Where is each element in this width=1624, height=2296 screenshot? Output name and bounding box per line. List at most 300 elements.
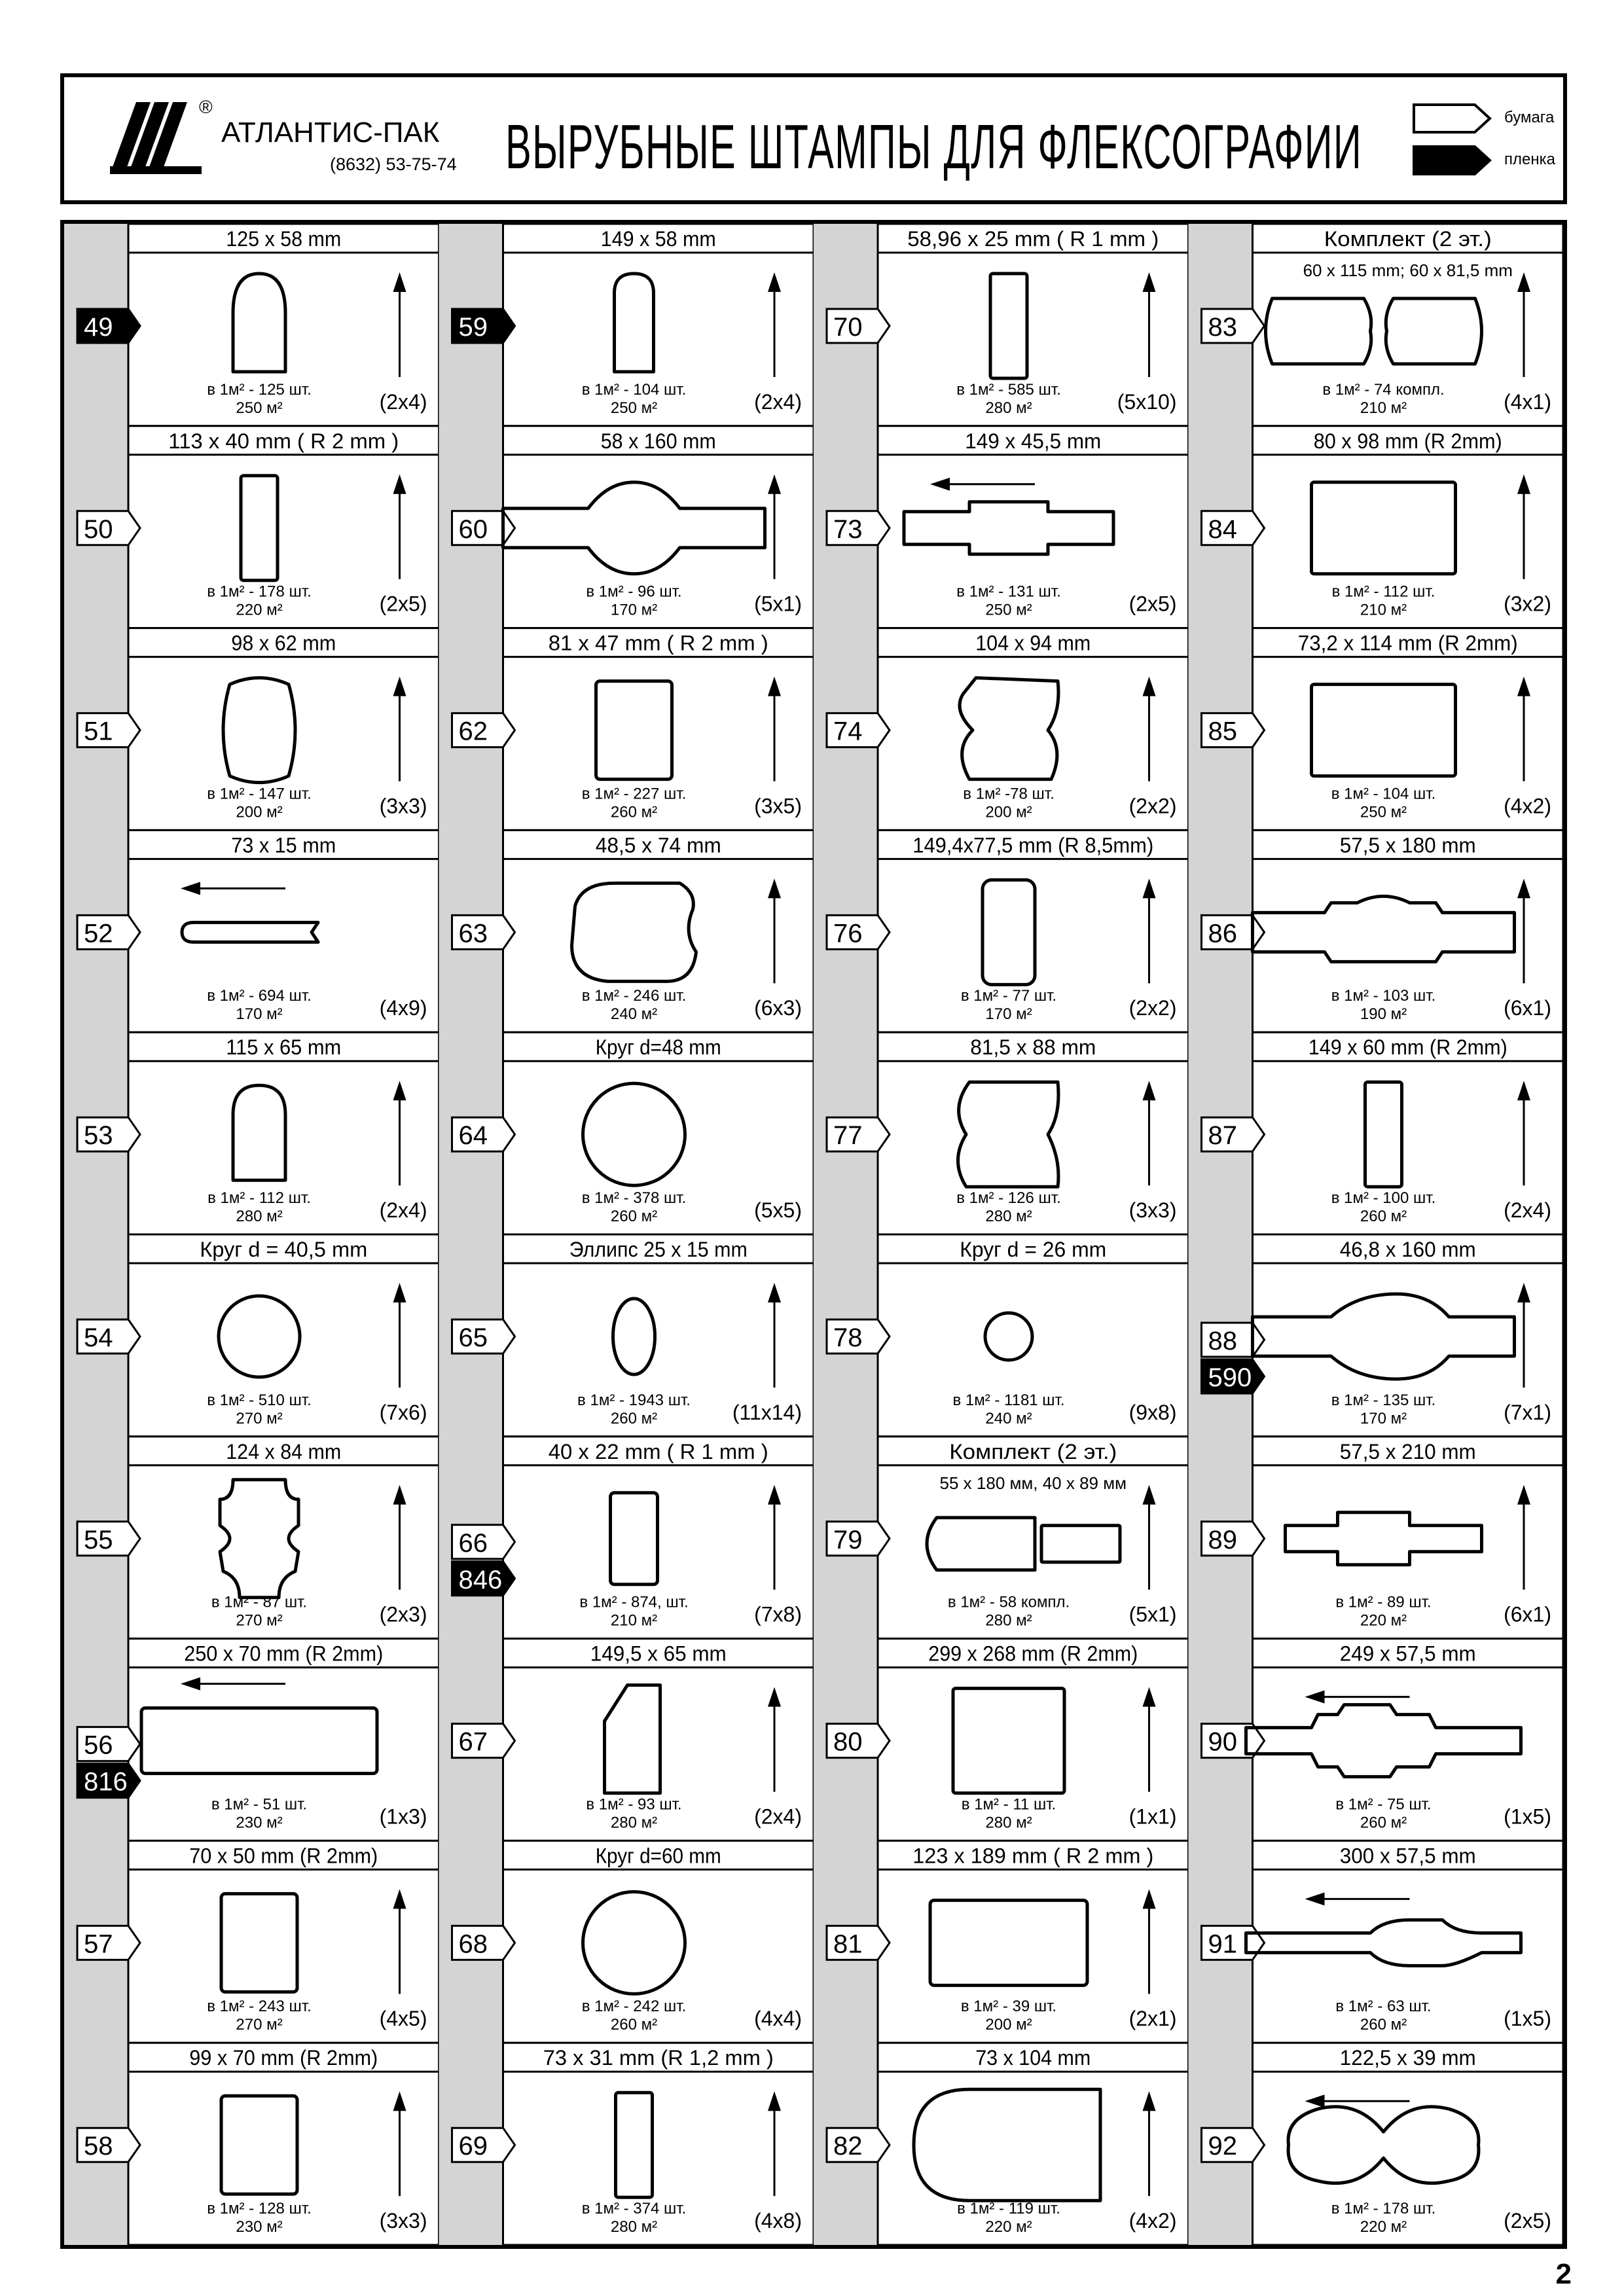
die-number-tag: [827, 1319, 890, 1354]
die-layout: (3x3): [1128, 1198, 1177, 1222]
die-card: [814, 2043, 1189, 2245]
die-area: 250 м²: [610, 399, 658, 417]
die-area: 210 м²: [1360, 399, 1407, 417]
die-number-tag-label: 51: [84, 717, 113, 746]
die-quantity: в 1м² -78 шт.: [963, 785, 1055, 803]
die-layout: (3x2): [1504, 592, 1551, 616]
die-sub-size: 55 x 180 мм, 40 x 89 мм: [939, 1473, 1127, 1493]
die-size: 73 x 15 mm: [231, 833, 336, 857]
die-card: [439, 830, 814, 1032]
die-number-tag-label: 74: [833, 717, 863, 746]
die-card: [1189, 1639, 1564, 1841]
die-size: 124 x 84 mm: [226, 1439, 342, 1463]
die-number-tag: [452, 1525, 515, 1559]
die-quantity: в 1м² - 77 шт.: [960, 987, 1057, 1005]
die-layout: (7x6): [379, 1400, 427, 1424]
material-legend: [1413, 102, 1557, 181]
die-size: 122,5 x 39 mm: [1339, 2046, 1476, 2070]
die-size: Круг d=60 mm: [595, 1844, 721, 1868]
die-layout: (5x10): [1117, 389, 1177, 414]
die-area: 280 м²: [610, 1814, 658, 1832]
die-number-tag-label: 59: [458, 313, 488, 342]
die-number-tag-label: 70: [833, 313, 863, 342]
die-quantity: в 1м² - 378 шт.: [581, 1189, 687, 1207]
die-number-tag: [77, 915, 140, 949]
die-number-tag-label: 88: [1208, 1327, 1237, 1355]
die-quantity: в 1м² - 131 шт.: [956, 583, 1061, 601]
die-number-tag: [77, 511, 140, 545]
die-card: [64, 1234, 439, 1437]
die-layout: (1x1): [1128, 1804, 1177, 1829]
die-area: 230 м²: [236, 2218, 283, 2236]
legend-paper-tag-icon: [1414, 105, 1490, 132]
die-card: [814, 1639, 1189, 1841]
die-card: [64, 1437, 439, 1639]
die-layout: (3x3): [379, 794, 427, 818]
die-number-tag: [827, 511, 890, 545]
die-layout: (2x4): [379, 1198, 427, 1222]
die-area: 280 м²: [236, 1208, 283, 1225]
die-area: 210 м²: [1360, 601, 1407, 619]
page-header: [60, 73, 1567, 204]
die-number-tag-label: 55: [84, 1525, 113, 1554]
die-number-tag-label: 64: [458, 1121, 488, 1151]
die-number-tag: [1202, 1926, 1265, 1960]
die-card: [64, 628, 439, 831]
die-number-tag-label: 65: [458, 1323, 488, 1352]
die-layout: (9x8): [1128, 1400, 1177, 1424]
die-area: 260 м²: [610, 803, 658, 821]
die-number-tag-label: 73: [833, 514, 863, 544]
die-quantity: в 1м² - 125 шт.: [207, 380, 312, 399]
die-area: 170 м²: [1360, 1409, 1407, 1427]
die-card: [814, 1032, 1189, 1234]
die-card: [1189, 426, 1564, 628]
die-area: 260 м²: [610, 2016, 658, 2034]
die-number-tag: [1202, 1117, 1265, 1151]
die-quantity: в 1м² - 119 шт.: [957, 2200, 1060, 2217]
die-area: 260 м²: [610, 1409, 658, 1427]
die-number-tag-label: 79: [833, 1525, 863, 1554]
die-area: 240 м²: [610, 1005, 658, 1024]
die-alt-number-tag-label: 590: [1208, 1363, 1252, 1392]
die-size: 48,5 x 74 mm: [595, 833, 721, 857]
die-card: [1189, 224, 1564, 426]
die-size: 149 x 58 mm: [600, 227, 716, 251]
die-card: [1189, 1437, 1564, 1639]
die-card: [439, 224, 814, 426]
brand-name: АТЛАНТИС-ПАК: [221, 117, 440, 149]
die-size: 98 x 62 mm: [231, 631, 336, 655]
die-quantity: в 1м² - 178 шт.: [1331, 2200, 1436, 2217]
die-layout: (4x8): [754, 2209, 802, 2233]
die-number-tag-label: 66: [458, 1528, 488, 1558]
die-number-tag-label: 76: [833, 919, 863, 948]
die-quantity: в 1м² - 74 компл.: [1322, 380, 1445, 399]
die-quantity: в 1м² - 1181 шт.: [952, 1391, 1065, 1409]
die-card: [814, 830, 1189, 1032]
die-number-tag: [1202, 1522, 1265, 1556]
die-layout: (2x4): [379, 389, 427, 414]
die-layout: (2x1): [1128, 2007, 1177, 2031]
die-catalog-grid: [60, 220, 1567, 2249]
die-number-tag-label: 57: [84, 1929, 113, 1959]
registered-mark: ®: [199, 97, 213, 117]
die-number-tag-label: 85: [1208, 717, 1237, 746]
die-number-tag-label: 49: [84, 313, 113, 342]
legend-paper-label: бумага: [1504, 109, 1555, 126]
die-layout: (4x1): [1504, 389, 1551, 414]
die-area: 250 м²: [236, 399, 283, 417]
die-size: 115 x 65 mm: [226, 1035, 342, 1060]
die-size: 80 x 98 mm (R 2mm): [1313, 429, 1502, 453]
die-size: 149 x 45,5 mm: [965, 429, 1102, 453]
die-area: 190 м²: [1360, 1005, 1407, 1024]
die-number-tag: [77, 1926, 140, 1960]
die-card: [439, 1840, 814, 2043]
die-sub-size: 60 x 115 mm; 60 x 81,5 mm: [1303, 260, 1513, 280]
die-area: 260 м²: [1360, 1814, 1407, 1832]
die-quantity: в 1м² - 63 шт.: [1335, 1998, 1432, 2016]
die-number-tag-label: 86: [1208, 919, 1237, 948]
die-size: 299 x 268 mm (R 2mm): [928, 1641, 1138, 1666]
die-size: 104 x 94 mm: [975, 631, 1091, 655]
die-quantity: в 1м² - 227 шт.: [581, 785, 687, 803]
die-quantity: в 1м² - 874, шт.: [579, 1593, 689, 1611]
die-quantity: в 1м² - 374 шт.: [581, 2200, 687, 2217]
die-size: 300 x 57,5 mm: [1339, 1844, 1476, 1868]
die-area: 260 м²: [1360, 1208, 1407, 1225]
die-layout: (1x3): [379, 1804, 427, 1829]
die-card: [439, 2043, 814, 2245]
die-size: Круг d = 26 mm: [960, 1238, 1107, 1261]
die-size: 57,5 x 210 mm: [1339, 1439, 1476, 1463]
die-card: [64, 1639, 439, 1841]
die-layout: (2x4): [754, 1804, 802, 1829]
page-title: ВЫРУБНЫЕ ШТАМПЫ ДЛЯ ФЛЕКСОГРАФИИ: [505, 112, 1362, 182]
die-quantity: в 1м² - 126 шт.: [956, 1189, 1061, 1207]
die-size: 58,96 x 25 mm ( R 1 mm ): [907, 227, 1159, 251]
die-card: [64, 224, 439, 426]
die-number-tag: [452, 2128, 515, 2162]
die-number-tag-label: 63: [458, 919, 488, 948]
die-quantity: в 1м² - 1943 шт.: [577, 1391, 691, 1409]
die-number-tag: [452, 1319, 515, 1354]
die-number-tag-label: 52: [84, 919, 113, 948]
die-area: 260 м²: [610, 1208, 658, 1225]
die-area: 280 м²: [985, 1814, 1032, 1832]
die-card: [1189, 1032, 1564, 1234]
die-card: [64, 1840, 439, 2043]
die-number-tag: [1202, 511, 1265, 545]
die-card: [439, 1234, 814, 1437]
die-number-tag-label: 68: [458, 1929, 488, 1959]
die-quantity: в 1м² - 100 шт.: [1331, 1189, 1436, 1207]
die-layout: (1x5): [1504, 2007, 1551, 2031]
die-quantity: в 1м² - 246 шт.: [581, 987, 687, 1005]
die-layout: (2x5): [1504, 2209, 1551, 2233]
die-quantity: в 1м² - 112 шт.: [208, 1189, 311, 1207]
die-layout: (7x1): [1504, 1400, 1551, 1424]
die-layout: (4x5): [379, 2007, 427, 2031]
die-card: [1189, 628, 1564, 831]
die-size: Круг d = 40,5 mm: [200, 1238, 368, 1261]
die-number-tag: [77, 1522, 140, 1556]
die-layout: (2x5): [379, 592, 427, 616]
die-number-tag-label: 81: [833, 1929, 863, 1959]
die-number-tag-label: 84: [1208, 514, 1237, 544]
die-size: 81,5 x 88 mm: [970, 1035, 1096, 1060]
die-number-tag: [1202, 1323, 1265, 1357]
die-number-tag-label: 58: [84, 2132, 113, 2161]
die-card: [1189, 830, 1564, 1032]
die-layout: (6x1): [1504, 1602, 1551, 1626]
die-number-tag: [77, 1727, 140, 1761]
die-size: 125 x 58 mm: [226, 227, 342, 251]
die-card: [1189, 1840, 1564, 2043]
die-card: [64, 830, 439, 1032]
die-number-tag: [452, 1724, 515, 1758]
die-number-tag: [827, 1724, 890, 1758]
page-number: 2: [1555, 2258, 1572, 2290]
die-number-tag-label: 50: [84, 514, 113, 544]
die-number-tag: [77, 713, 140, 747]
die-layout: (5x5): [754, 1198, 802, 1222]
die-quantity: в 1м² - 147 шт.: [207, 785, 312, 803]
die-size: 249 x 57,5 mm: [1339, 1641, 1476, 1666]
die-size: 46,8 x 160 mm: [1339, 1238, 1476, 1261]
die-card: [814, 1840, 1189, 2043]
die-layout: (2x3): [379, 1602, 427, 1626]
die-number-tag: [1202, 915, 1265, 949]
die-number-tag: [452, 1926, 515, 1960]
die-card: [814, 628, 1189, 831]
die-layout: (11x14): [732, 1400, 802, 1424]
catalog-svg: [64, 224, 1563, 2245]
die-size: 73,2 x 114 mm (R 2mm): [1297, 631, 1518, 655]
die-area: 230 м²: [236, 1814, 283, 1832]
die-area: 280 м²: [610, 2218, 658, 2236]
die-card: [814, 426, 1189, 628]
die-number-tag: [827, 713, 890, 747]
die-number-tag-label: 83: [1208, 313, 1237, 342]
die-area: 220 м²: [1360, 1611, 1407, 1630]
die-size: 70 x 50 mm (R 2mm): [189, 1844, 378, 1868]
die-area: 280 м²: [985, 1611, 1032, 1630]
die-quantity: в 1м² - 178 шт.: [207, 583, 312, 601]
die-layout: (2x4): [754, 389, 802, 414]
die-number-tag-label: 56: [84, 1731, 113, 1760]
die-quantity: в 1м² - 103 шт.: [1331, 987, 1436, 1005]
die-card: [439, 1437, 814, 1639]
die-layout: (4x2): [1504, 794, 1551, 818]
die-number-tag-label: 60: [458, 514, 488, 544]
die-size: 40 x 22 mm ( R 1 mm ): [548, 1439, 768, 1463]
die-number-tag-label: 80: [833, 1727, 863, 1757]
die-number-tag: [77, 1117, 140, 1151]
die-layout: (4x9): [379, 996, 427, 1020]
die-quantity: в 1м² - 87 шт.: [211, 1593, 308, 1611]
die-number-tag: [77, 2128, 140, 2162]
die-number-tag-label: 54: [84, 1323, 113, 1352]
die-number-tag-label: 82: [833, 2132, 863, 2161]
die-alt-number-tag: [452, 1562, 515, 1596]
die-layout: (2x4): [1504, 1198, 1551, 1222]
die-card: [439, 628, 814, 831]
die-number-tag-label: 91: [1208, 1929, 1237, 1959]
die-area: 250 м²: [985, 601, 1032, 619]
die-quantity: в 1м² - 128 шт.: [207, 2200, 312, 2217]
die-number-tag-label: 62: [458, 717, 488, 746]
die-alt-number-tag-label: 816: [84, 1767, 128, 1797]
die-quantity: в 1м² - 694 шт.: [207, 987, 312, 1005]
die-size: 149,4x77,5 mm (R 8,5mm): [912, 833, 1154, 857]
die-area: 200 м²: [985, 2016, 1032, 2034]
die-layout: (2x2): [1128, 794, 1177, 818]
die-number-tag: [77, 309, 140, 343]
die-size: 73 x 104 mm: [975, 2046, 1091, 2070]
die-quantity: в 1м² - 243 шт.: [207, 1998, 312, 2016]
die-number-tag: [452, 309, 515, 343]
die-number-tag-label: 53: [84, 1121, 113, 1151]
die-quantity: в 1м² - 135 шт.: [1331, 1391, 1436, 1409]
die-quantity: в 1м² - 51 шт.: [211, 1795, 308, 1814]
die-quantity: в 1м² - 96 шт.: [586, 583, 682, 601]
die-card: [814, 1234, 1189, 1437]
die-area: 280 м²: [985, 1208, 1032, 1225]
die-number-tag: [1202, 309, 1265, 343]
die-quantity: в 1м² - 104 шт.: [1331, 785, 1436, 803]
die-card: [439, 426, 814, 628]
die-size: 149 x 60 mm (R 2mm): [1308, 1035, 1507, 1060]
die-layout: (1x5): [1504, 1804, 1551, 1829]
die-alt-number-tag: [1202, 1359, 1265, 1393]
die-card: [814, 224, 1189, 426]
die-quantity: в 1м² - 104 шт.: [581, 380, 687, 399]
die-card: [439, 1032, 814, 1234]
die-area: 270 м²: [236, 1409, 283, 1427]
die-number-tag: [827, 1926, 890, 1960]
die-quantity: в 1м² - 585 шт.: [956, 380, 1061, 399]
die-number-tag-label: 78: [833, 1323, 863, 1352]
die-number-tag-label: 90: [1208, 1727, 1237, 1757]
die-layout: (4x2): [1128, 2209, 1177, 2233]
atlantis-pak-logo: [110, 102, 202, 174]
die-quantity: в 1м² - 112 шт.: [1331, 583, 1435, 601]
die-quantity: в 1м² - 93 шт.: [586, 1795, 682, 1814]
die-quantity: в 1м² - 11 шт.: [961, 1795, 1056, 1814]
die-number-tag: [827, 1117, 890, 1151]
die-quantity: в 1м² - 242 шт.: [581, 1998, 687, 2016]
die-layout: (3x5): [754, 794, 802, 818]
die-layout: (5x1): [754, 592, 802, 616]
die-alt-number-tag: [77, 1764, 140, 1798]
die-area: 170 м²: [236, 1005, 283, 1024]
die-card: [439, 1639, 814, 1841]
die-size: 99 x 70 mm (R 2mm): [189, 2046, 378, 2070]
die-layout: (3x3): [379, 2209, 427, 2233]
die-area: 220 м²: [1360, 2218, 1407, 2236]
die-layout: (5x1): [1128, 1602, 1177, 1626]
die-layout: (2x5): [1128, 592, 1177, 616]
die-area: 240 м²: [985, 1409, 1032, 1427]
die-number-tag: [1202, 713, 1265, 747]
die-quantity: в 1м² - 89 шт.: [1335, 1593, 1432, 1611]
die-area: 220 м²: [985, 2218, 1032, 2236]
die-alt-number-tag-label: 846: [458, 1565, 503, 1594]
die-number-tag: [452, 915, 515, 949]
die-card: [1189, 1234, 1564, 1437]
die-size: 73 x 31 mm (R 1,2 mm ): [543, 2046, 774, 2070]
die-quantity: в 1м² - 58 компл.: [947, 1593, 1070, 1611]
die-number-tag: [827, 309, 890, 343]
die-number-tag: [452, 1117, 515, 1151]
die-area: 270 м²: [236, 1611, 283, 1630]
die-quantity: в 1м² - 510 шт.: [207, 1391, 312, 1409]
die-layout: (6x1): [1504, 996, 1551, 1020]
die-size: Комплект (2 эт.): [1324, 227, 1492, 251]
legend-film-label: пленка: [1504, 151, 1555, 168]
die-card: [64, 426, 439, 628]
die-quantity: в 1м² - 75 шт.: [1335, 1795, 1432, 1814]
legend-tags: [1413, 102, 1498, 181]
die-layout: (2x2): [1128, 996, 1177, 1020]
die-number-tag: [827, 915, 890, 949]
die-number-tag: [452, 511, 515, 545]
die-area: 170 м²: [610, 601, 658, 619]
die-number-tag-label: 69: [458, 2132, 488, 2161]
die-area: 170 м²: [985, 1005, 1032, 1024]
die-area: 210 м²: [610, 1611, 658, 1630]
die-size: 149,5 x 65 mm: [590, 1641, 727, 1666]
die-layout: (4x4): [754, 2007, 802, 2031]
die-number-tag-label: 77: [833, 1121, 863, 1151]
die-size: Комплект (2 эт.): [949, 1439, 1117, 1463]
die-number-tag-label: 92: [1208, 2132, 1237, 2161]
die-size: Круг d=48 mm: [595, 1035, 721, 1060]
die-size: Эллипс 25 x 15 mm: [569, 1238, 748, 1261]
die-size: 113 x 40 mm ( R 2 mm ): [168, 429, 399, 453]
die-card: [64, 2043, 439, 2245]
die-size: 58 x 160 mm: [600, 429, 716, 453]
die-area: 270 м²: [236, 2016, 283, 2034]
die-number-tag: [827, 1522, 890, 1556]
die-area: 250 м²: [1360, 803, 1407, 821]
die-number-tag: [827, 2128, 890, 2162]
die-number-tag-label: 87: [1208, 1121, 1237, 1151]
legend-film-tag-icon: [1414, 147, 1490, 174]
die-area: 200 м²: [985, 803, 1032, 821]
die-card: [1189, 2043, 1564, 2245]
die-size: 81 x 47 mm ( R 2 mm ): [548, 631, 768, 655]
die-area: 220 м²: [236, 601, 283, 619]
phone-number: (8632) 53-75-74: [330, 154, 457, 174]
die-layout: (7x8): [754, 1602, 802, 1626]
die-number-tag: [1202, 2128, 1265, 2162]
die-area: 280 м²: [985, 399, 1032, 417]
die-size: 123 x 189 mm ( R 2 mm ): [912, 1844, 1154, 1868]
die-number-tag-label: 67: [458, 1727, 488, 1757]
die-area: 200 м²: [236, 803, 283, 821]
die-size: 57,5 x 180 mm: [1339, 833, 1476, 857]
die-card: [64, 1032, 439, 1234]
die-number-tag-label: 89: [1208, 1525, 1237, 1554]
die-area: 260 м²: [1360, 2016, 1407, 2034]
die-number-tag: [452, 713, 515, 747]
die-card: [814, 1437, 1189, 1639]
die-quantity: в 1м² - 39 шт.: [960, 1998, 1057, 2016]
die-number-tag: [77, 1319, 140, 1354]
